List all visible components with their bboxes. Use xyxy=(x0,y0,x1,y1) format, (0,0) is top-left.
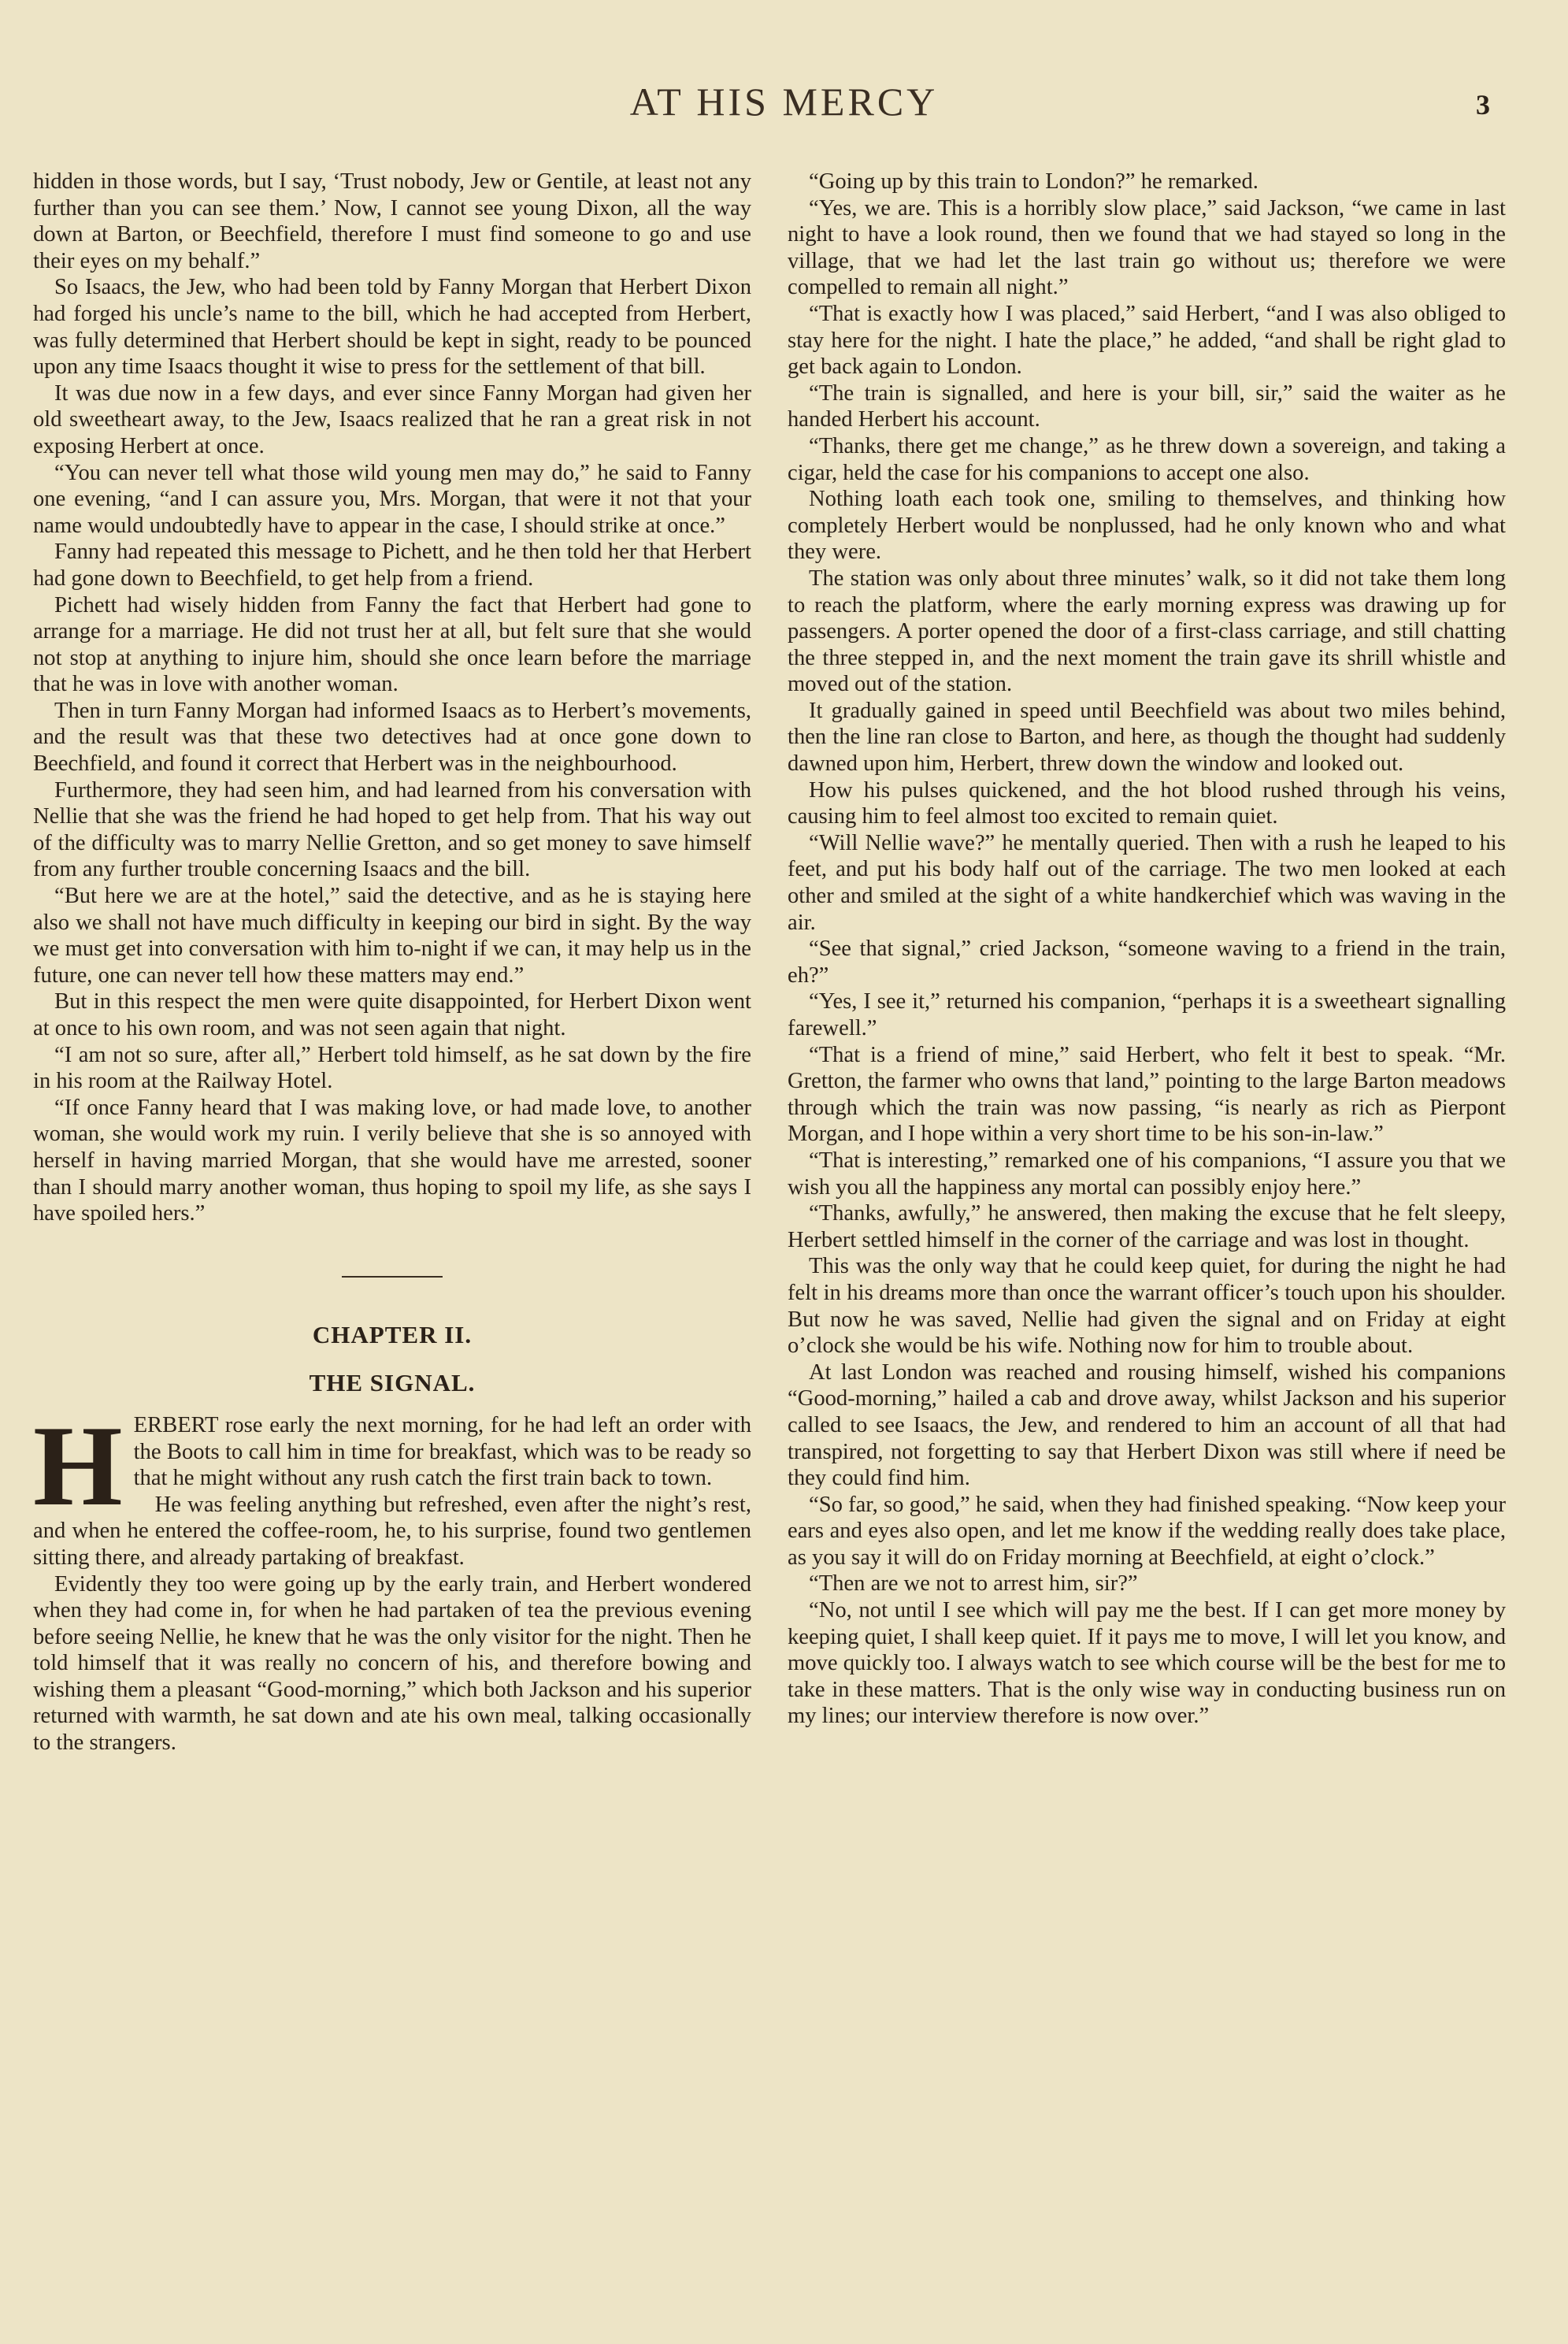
paragraph: At last London was reached and rousing himself, wished his companions “Good-morning,” hailed a cab and drove away, whilst Jackson and his superior called to see Isaacs, the Jew, and rendered to him an account of all that had transpired, not forgetting to say that Herbert Dixon was still where if need be they could find him. xyxy=(788,1359,1506,1491)
paragraph: “See that signal,” cried Jackson, “someone waving to a friend in the train, eh?” xyxy=(788,936,1506,988)
paragraph: “The train is signalled, and here is your bill, sir,” said the waiter as he handed Herbert his account. xyxy=(788,380,1506,432)
right-column xyxy=(788,169,1506,1730)
paragraph: “If once Fanny heard that I was making love, or had made love, to another woman, she would work my ruin. I verily believe that she is so annoyed with herself in having married Morgan, that she would have me arrested, sooner than I should marry another woman, thus hoping to spoil my life, as she says I have spoiled hers.” xyxy=(33,1095,751,1226)
paragraph: Pichett had wisely hidden from Fanny the fact that Herbert had gone to arrange for a marriage. He did not trust her at all, but felt sure that she would not stop at anything to injure him, should she once learn before the marriage that he was in love with another woman. xyxy=(33,592,751,697)
paragraph: He was feeling anything but refreshed, even after the night’s rest, and when he entered the coffee-room, he, to his surprise, found two gentlemen sitting there, and already partaking of breakfast. xyxy=(33,1492,751,1570)
paragraph: It gradually gained in speed until Beechfield was about two miles behind, then the line ran close to Barton, and here, as though the thought had suddenly dawned upon him, Herbert, threw down the window and looked out. xyxy=(788,698,1506,777)
drop-cap: H xyxy=(33,1401,123,1530)
paragraph: It was due now in a few days, and ever since Fanny Morgan had given her old sweetheart away, to the Jew, Isaacs realized that he ran a great risk in not exposing Herbert at once. xyxy=(33,380,751,458)
paragraph: Fanny had repeated this message to Pichett, and he then told her that Herbert had gone down to Beechfield, to get help from a friend. xyxy=(33,540,751,591)
paragraph: “Going up by this train to London?” he remarked. xyxy=(809,169,1258,194)
paragraph: Then in turn Fanny Morgan had informed Isaacs as to Herbert’s movements, and the result was that these two detectives had at once gone down to Beechfield, and found it correct that Herbert was in the neighbourhood. xyxy=(33,698,751,777)
paragraph: The station was only about three minutes’ walk, so it did not take them long to reach the platform, where the early morning express was drawing up for passengers. A porter opened the door of a first-class carriage, and still chatting the three stepped in, and the next moment the train gave its shrill whistle and moved out of the station. xyxy=(788,566,1506,697)
chapter-opening-text: ERBERT rose early the next morning, for he had left an order with the Boots to call him in time for breakfast, which was to be ready so that he might without any rush catch the first train back to town. xyxy=(133,1412,751,1491)
paragraph: “That is exactly how I was placed,” said Herbert, “and I was also obliged to stay here for the night. I hate the place,” he added, “and shall be right glad to get back again to London. xyxy=(788,301,1506,380)
paragraph: This was the only way that he could keep quiet, for during the night he had felt in his dreams more than once the warrant officer’s touch upon his shoulder. But now he was saved, Nellie had given the signal and on Friday at eight o’clock she would be his wife. Nothing now for him to trouble about. xyxy=(788,1254,1506,1359)
paragraph: “Then are we not to arrest him, sir?” xyxy=(809,1571,1138,1597)
paragraph: “I am not so sure, after all,” Herbert told himself, as he sat down by the fire in his room at the Railway Hotel. xyxy=(33,1042,751,1094)
paragraph: hidden in those words, but I say, ‘Trust nobody, Jew or Gentile, at least not any further than you can see them.’ Now, I cannot see young Dixon, all the way down at Barton, or Beechfield, therefore I must find someone to go and use their eyes on my behalf.” xyxy=(33,169,751,273)
paragraph: “Thanks, there get me change,” as he threw down a sovereign, and taking a cigar, held the case for his companions to accept one also. xyxy=(788,433,1506,485)
paragraph: “Yes, we are. This is a horribly slow place,” said Jackson, “we came in last night to have a look round, then we found that we had stayed so long in the village, that we had let the last train go without us; therefore we were compelled to remain all night.” xyxy=(788,195,1506,300)
paragraph: “Will Nellie wave?” he mentally queried. Then with a rush he leaped to his feet, and put his body half out of the carriage. The two men looked at each other and smiled at the sight of a white handkerchief which was waving in the air. xyxy=(788,830,1506,935)
paragraph: Furthermore, they had seen him, and had learned from his conversation with Nellie that she was the friend he had hoped to get help from. That his way out of the difficulty was to marry Nellie Gretton, and so get money to save himself from any further trouble concerning Isaacs and the bill. xyxy=(33,777,751,882)
paragraph: “So far, so good,” he said, when they had finished speaking. “Now keep your ears and eyes also open, and let me know if the wedding really does take place, as you say it will do on Friday morning at Beechfield, at eight o’clock.” xyxy=(788,1492,1506,1570)
chapter-opening-paragraph xyxy=(33,1401,751,1530)
paragraph: “You can never tell what those wild young men may do,” he said to Fanny one evening, “and I can assure you, Mrs. Morgan, that were it not that your name would undoubtedly have to appear in the case, I should strike at once.” xyxy=(33,460,751,538)
paragraph: How his pulses quickened, and the hot blood rushed through his veins, causing him to feel almost too excited to remain quiet. xyxy=(788,777,1506,829)
running-head: AT HIS MERCY xyxy=(629,80,939,124)
chapter-title: THE SIGNAL. xyxy=(309,1369,476,1397)
chapter-number: CHAPTER II. xyxy=(312,1320,473,1348)
paragraph: Nothing loath each took one, smiling to themselves, and thinking how completely Herbert would be nonplussed, had he only known who and what they were. xyxy=(788,487,1506,565)
paragraph: “That is interesting,” remarked one of his companions, “I assure you that we wish you all the happiness any mortal can possibly enjoy here.” xyxy=(788,1148,1506,1200)
left-column xyxy=(33,169,751,1756)
paragraph: “Thanks, awfully,” he answered, then making the excuse that he felt sleepy, Herbert settled himself in the corner of the carriage and was lost in thought. xyxy=(788,1201,1506,1252)
page-number: 3 xyxy=(1476,89,1490,121)
paragraph: “But here we are at the hotel,” said the detective, and as he is staying here also we shall not have much difficulty in keeping our bird in sight. By the way we must get into conversation with him to-night if we can, it may help us in the future, one can never tell how these matters may end.” xyxy=(33,884,751,988)
paragraph: So Isaacs, the Jew, who had been told by Fanny Morgan that Herbert Dixon had forged his uncle’s name to the bill, which he had accepted from Herbert, was fully determined that Herbert should be kept in sight, ready to be pounced upon any time Isaacs thought it wise to press for the settlement of that bill. xyxy=(33,275,751,380)
paragraph: “Yes, I see it,” returned his companion, “perhaps it is a sweetheart signalling farewell.” xyxy=(788,989,1506,1040)
section-divider xyxy=(342,1276,443,1278)
paragraph: But in this respect the men were quite disappointed, for Herbert Dixon went at once to his own room, and was not seen again that night. xyxy=(33,989,751,1040)
paragraph: “That is a friend of mine,” said Herbert, who felt it best to speak. “Mr. Gretton, the farmer who owns that land,” pointing to the large Barton meadows through which the train was now passing, “is nearly as rich as Pierpont Morgan, and I hope within a very short time to be his son-in-law.” xyxy=(788,1042,1506,1147)
paragraph: “No, not until I see which will pay me the best. If I can get more money by keeping quiet, I shall keep quiet. If it pays me to move, I will let you know, and move quickly too. I always watch to see which course will be the best for me to take in these matters. That is the only wise way in conducting business run on my lines; our interview therefore is now over.” xyxy=(788,1598,1506,1729)
paragraph: Evidently they too were going up by the early train, and Herbert wondered when they had come in, for when he had partaken of tea the previous evening before seeing Nellie, he knew that he was the only visitor for the night. Then he told himself that it was really no concern of his, and therefore bowing and wishing them a pleasant “Good-morning,” which both Jackson and his superior returned with warmth, he sat down and ate his own meal, talking occasionally to the strangers. xyxy=(33,1571,751,1756)
